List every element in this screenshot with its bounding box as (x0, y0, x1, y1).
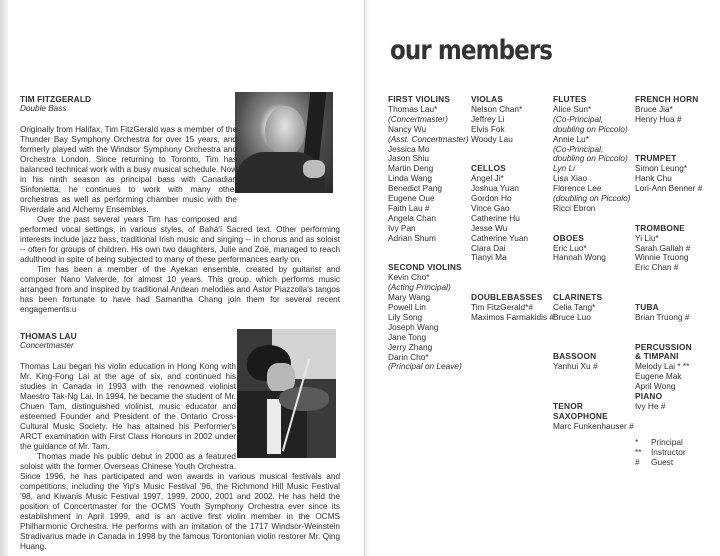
section-heading: TENOR (553, 400, 584, 411)
member-name: Jesse Wu (471, 222, 508, 233)
bio-paragraph: Thomas Lau began his violin education in Hong Kong with Mr. King-Fong Lai at the age of six, and continued his studies in Canada in 1993 with the renowned violinist Maestro Tak-Ng Lai. In 1994, he became the student of Mr. Chuen Tam, distinguished violinist, music educator and esteemed Founder and President of the Ontario Cross-Cultural Music Society. He has attained his Performer's ARCT examination with First Class Honours in 2002 under the guidance of Mr. Tam. (20, 362, 236, 451)
member-name: Florence Lee (553, 183, 602, 194)
legend-symbol: # (635, 457, 640, 467)
member-name: Jeffrey Li (471, 113, 505, 124)
member-name: Celia Tang* (553, 301, 596, 312)
roster-section (635, 303, 702, 323)
section-spacer (553, 372, 634, 402)
section-spacer (635, 194, 702, 224)
member-name: Kevin Cho* (388, 272, 430, 283)
roster-section (553, 234, 634, 264)
roster-section (635, 224, 702, 274)
member-name: April Wong (635, 381, 676, 392)
section-spacer (553, 263, 634, 293)
legend-meaning: Guest (651, 457, 674, 467)
section-spacer (553, 214, 634, 234)
section-heading: SAXOPHONE (553, 410, 608, 421)
section-heading: VIOLAS (471, 94, 504, 104)
section-heading: & TIMPANI (635, 351, 679, 362)
member-name: Darin Cho* (388, 351, 429, 362)
member-name: Joseph Wang (388, 321, 439, 332)
roster-section (635, 392, 702, 412)
section-heading: FIRST VIOLINS (388, 94, 451, 104)
legend-row (635, 437, 686, 447)
member-name: Jerry Zhang (388, 341, 433, 352)
roster-section (553, 293, 634, 323)
member-name: Tianyi Ma (471, 252, 507, 263)
roster-section (635, 343, 702, 393)
page-title: our members (390, 35, 553, 66)
section-heading: DOUBLEBASSES (471, 292, 543, 303)
roster-section (388, 95, 469, 244)
member-name: Hank Chu (635, 173, 672, 184)
member-name: Lori-Ann Benner # (635, 183, 703, 194)
symbol-legend (635, 437, 686, 467)
member-name: Linda Wang (388, 173, 432, 184)
member-name: Ivy He # (635, 400, 666, 411)
roster-section (553, 95, 634, 214)
section-spacer (635, 323, 702, 343)
bio-fitzgerald (20, 94, 340, 315)
fold-shadow (365, 0, 371, 556)
member-note: (Co-Principal, (553, 113, 604, 124)
section-heading: OBOES (553, 232, 584, 243)
member-name: Lily Song (388, 311, 423, 322)
member-name: Alice Sun* (553, 103, 592, 114)
member-name: Maximos Farmakidis # (471, 311, 554, 322)
section-heading: TRUMPET (635, 153, 677, 164)
member-name: Nelson Chan* (471, 103, 523, 114)
roster-section (471, 95, 554, 145)
member-name: Henry Hua # (635, 113, 682, 124)
member-name: Jessica Mo (388, 143, 430, 154)
member-name: Faith Lau # (388, 202, 430, 213)
member-name: Hannah Wong (553, 252, 606, 263)
section-heading: SECOND VIOLINS (388, 262, 462, 273)
member-name: Winnie Truong (635, 252, 689, 263)
member-name: Marc Funkenhauser # (553, 420, 634, 431)
member-name: Elvis Fok (471, 123, 505, 134)
legend-symbol: * (635, 437, 639, 447)
section-heading: CELLOS (471, 163, 506, 174)
member-note: (Acting Principal) (388, 282, 451, 293)
legend-meaning: Instructor (651, 447, 686, 457)
member-name: Melody Lai * ** (635, 361, 690, 372)
member-note: doubling on Piccolo) (553, 153, 628, 164)
member-name: Angel Ji* (471, 173, 504, 184)
member-name: Powell Lin (388, 302, 426, 313)
roster-column-brass-percussion (635, 95, 702, 412)
member-name: Vince Gao (471, 202, 510, 213)
section-spacer (471, 145, 554, 165)
member-name: Tim FitzGerald*# (471, 301, 533, 312)
member-name: Eugene Oue (388, 193, 435, 204)
legend-symbol: ** (635, 447, 642, 457)
member-name: Eric Chan # (635, 262, 679, 273)
member-note: (Concertmaster) (388, 113, 448, 124)
member-note: Lyn Li (553, 163, 575, 174)
member-name: Yanhui Xu # (553, 361, 598, 372)
bio-paragraph: Originally from Halifax, Tim FitzGerald was a member of the Thunder Bay Symphony Orchestra for over 15 years, and formerly played with the Windsor Symphony Orchestra and Orchestra London. Since returning to Toronto, Tim has balanced technical work with a busy musical schedule. Now in his ninth season as principal bass with Canadian Sinfonietta, he continues to work with many other orchestras as well as performing chamber music with the Riverdale and Alchemy Ensembles. (20, 125, 237, 214)
member-name: Ivy Pan (388, 222, 416, 233)
section-heading: PIANO (635, 391, 663, 402)
member-name: Thomas Lau* (388, 103, 438, 114)
member-name: Mary Wang (388, 292, 431, 303)
bio-paragraph: Over the past several years Tim has composed and performed vocal settings, in various styles, of Bahá'í Sacred text. Other performing interests include jazz bass, traditional Irish music and singing -- in chorus and as soloist -- often for groups of children. His own two daughters, Julie and Zoë, managed to reach adulthood in spite of being subjected to many of these performances early on. (20, 215, 340, 264)
member-name: Catherine Hu (471, 212, 520, 223)
roster-section (471, 164, 554, 263)
member-name: Martin Deng (388, 163, 434, 174)
member-name: Woody Lau (471, 133, 513, 144)
page-edge (0, 0, 8, 556)
member-name: Catherine Yuan (471, 232, 529, 243)
member-note: (Principal on Leave) (388, 361, 462, 372)
member-name: Eugene Mak (635, 371, 682, 382)
bio-paragraph: Thomas made his public debut in 2000 as a featured soloist with the former Overseas Chinese Youth Orchestra. Since 1996, he has participated and won awards in various musical festivals and competitions, including the Yip's Music Festival '96, the Richmond Hill Music Festival '98, and Kiwanis Music Festival 1997, 1999, 2000, 2001 and 2002. He has held the position of Concertmaster for the OCMS Youth Symphony Orchestra ever since its establishment in April 1999, and is an active first violin member in the OCMS Philharmonic Orchestra. He performs with an imitation of the 1717 Windsor-Weinstein Stradivarius made in Canada in 1998 by the famous Torontonian violin restorer Mr. Qing Huang. (20, 452, 340, 551)
section-spacer (553, 323, 634, 353)
section-heading: FLUTES (553, 94, 587, 104)
section-heading: BASSOON (553, 351, 597, 362)
section-spacer (635, 125, 702, 155)
section-heading: FRENCH HORN (635, 94, 699, 104)
member-name: Simon Leung* (635, 163, 688, 174)
bio-name: THOMAS LAU (20, 331, 77, 341)
roster-column-winds (553, 95, 634, 432)
member-name: Bruce Luo (553, 311, 591, 322)
member-name: Jason Shiu (388, 153, 430, 164)
member-name: Benedict Pang (388, 183, 442, 194)
member-note: (Co-Principal, (553, 143, 604, 154)
roster-section (635, 154, 702, 194)
member-name: Ricci Ebron (553, 202, 596, 213)
member-name: Angela Chan (388, 212, 436, 223)
bio-lau (20, 331, 340, 552)
roster-section (471, 293, 554, 323)
section-heading: TUBA (635, 301, 659, 312)
section-heading: TROMBONE (635, 222, 685, 233)
member-note: (Asst. Concertmaster) (388, 133, 469, 144)
roster-section (553, 402, 634, 432)
member-name: Brian Truong # (635, 311, 690, 322)
member-name: Sarah Gallah # (635, 242, 691, 253)
member-name: Annie Lu* (553, 133, 589, 144)
member-name: Nancy Wu (388, 123, 427, 134)
roster-section (635, 95, 702, 125)
section-spacer (635, 273, 702, 303)
bio-name: TIM FITZGERALD (20, 94, 92, 104)
bio-paragraph: Tim has been a member of the Ayekan ensemble, created by guitarist and composer Nano Valverde, for almost 10 years. This group, which performs music arranged from and inspired by traditional Andean melodies and Ástor Piazzolla's tangos has been fortunate to have had Samantha Chang join them for several recent engagements.u (20, 265, 340, 314)
member-name: Jane Tong (388, 331, 427, 342)
section-spacer (471, 263, 554, 293)
legend-meaning: Principal (651, 437, 683, 447)
member-name: Bruce Jia* (635, 103, 673, 114)
member-note: doubling on Piccolo) (553, 123, 628, 134)
roster-column-strings-1 (388, 95, 469, 372)
member-name: Joshua Yuan (471, 183, 519, 194)
member-name: Eric Luo* (553, 242, 587, 253)
member-name: Clara Dai (471, 242, 506, 253)
roster-section (388, 263, 469, 372)
legend-row (635, 447, 686, 457)
legend-row (635, 457, 686, 467)
bio-role: Double Bass (20, 104, 67, 113)
bio-role: Concertmaster (20, 341, 74, 350)
section-spacer (388, 244, 469, 264)
section-heading: PERCUSSION (635, 341, 692, 352)
member-name: Lisa Xiao (553, 173, 588, 184)
roster-section (553, 352, 634, 372)
member-note: (doubling on Piccolo) (553, 193, 631, 204)
member-name: Gordon Ho (471, 193, 512, 204)
member-name: Adrian Shum (388, 232, 436, 243)
member-name: Yi Liu* (635, 232, 659, 243)
section-heading: CLARINETS (553, 292, 603, 303)
roster-column-strings-2 (471, 95, 554, 323)
